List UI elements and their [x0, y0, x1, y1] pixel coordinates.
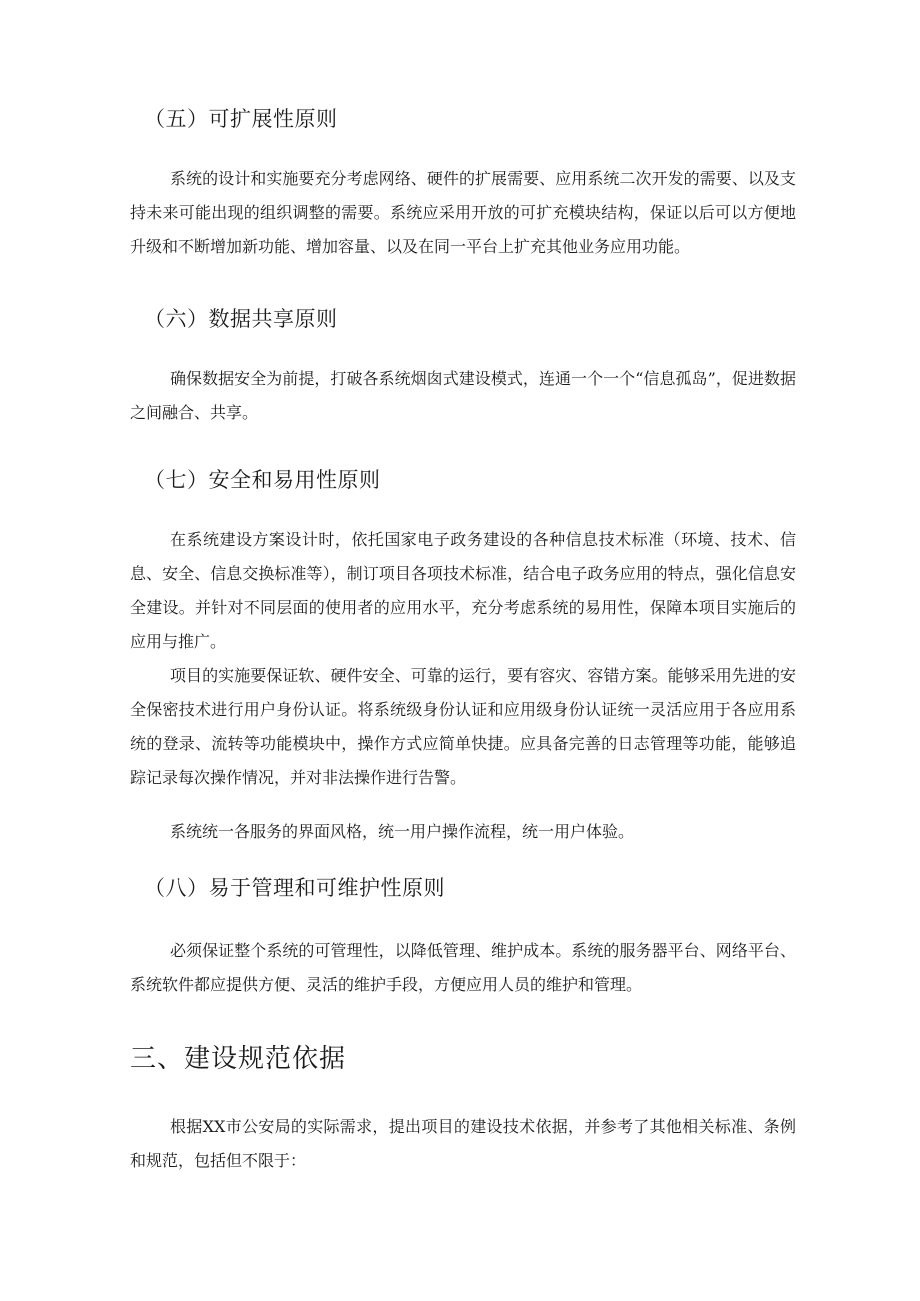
section-heading-7: （七）安全和易用性原则: [144, 468, 381, 492]
paragraph: 系统的设计和实施要充分考虑网络、硬件的扩展需要、应用系统二次开发的需要、以及支持未来可能出现的组织调整的需要。系统应采用开放的可扩充模块结构，保证以后可以方便地升级和不断增加新功能、增加容量、以及在同一平台上扩充其他业务应用功能。: [130, 169, 796, 256]
chapter-heading-3: 三、建设规范依据: [130, 1044, 347, 1074]
paragraph: 系统统一各服务的界面风格，统一用户操作流程，统一用户体验。: [170, 822, 635, 841]
paragraph: 项目的实施要保证软、硬件安全、可靠的运行，要有容灾、容错方案。能够采用先进的安全保密技术进行用户身份认证。将系统级身份认证和应用级身份认证统一灵活应用于各应用系统的登录、流转等功能模块中，操作方式应简单快捷。应具备完善的日志管理等功能，能够追踪记录每次操作情况，并对非法操作进行告警。: [130, 666, 796, 787]
section-heading-8: （八）易于管理和可维护性原则: [144, 876, 445, 900]
paragraph: 必须保证整个系统的可管理性，以降低管理、维护成本。系统的服务器平台、网络平台、系统软件都应提供方便、灵活的维护手段，方便应用人员的维护和管理。: [130, 941, 796, 994]
section-heading-5: （五）可扩展性原则: [144, 107, 338, 131]
paragraph: 确保数据安全为前提，打破各系统烟囱式建设模式，连通一个一个“信息孤岛”，促进数据之间融合、共享。: [130, 369, 796, 422]
paragraph: 根据XX市公安局的实际需求，提出项目的建设技术依据，并参考了其他相关标准、条例和规范，包括但不限于：: [130, 1117, 796, 1170]
paragraph: 在系统建设方案设计时，依托国家电子政务建设的各种信息技术标准（环境、技术、信息、安全、信息交换标准等），制订项目各项技术标准，结合电子政务应用的特点，强化信息安全建设。并针对不同层面的使用者的应用水平，充分考虑系统的易用性，保障本项目实施后的应用与推广。: [130, 530, 796, 651]
section-heading-6: （六）数据共享原则: [144, 307, 338, 331]
